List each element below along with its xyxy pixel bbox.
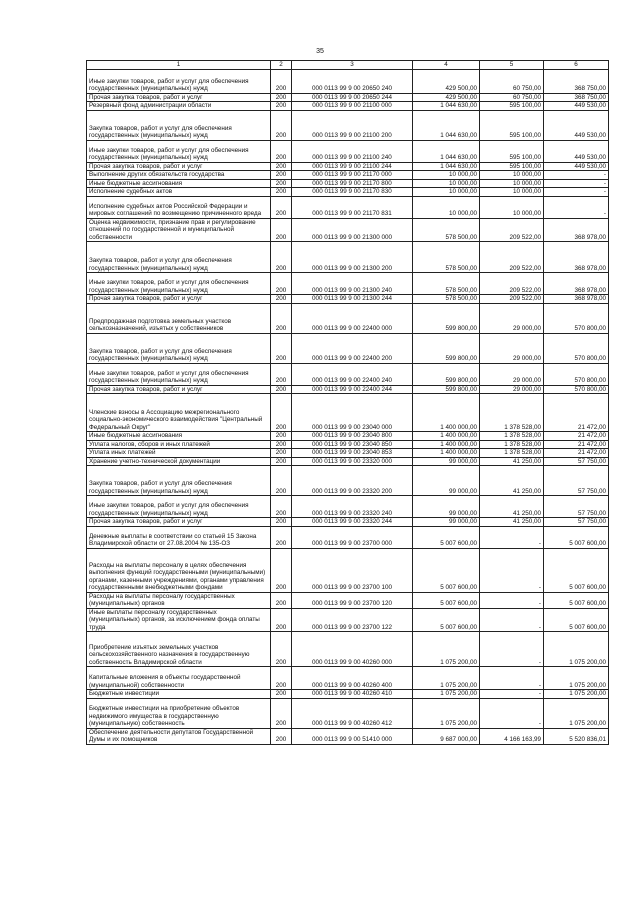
row-approved-cell: 5 007 600,00	[413, 608, 480, 632]
row-remaining-cell: 5 007 600,00	[544, 592, 609, 608]
column-header: 5	[480, 61, 544, 70]
row-name-cell: Резервный фонд администрации области	[87, 102, 271, 111]
row-name-cell: Уплата налогов, сборов и иных платежей	[87, 440, 271, 449]
row-code-cell: 200	[271, 466, 292, 496]
row-remaining-cell: 449 530,00	[544, 110, 609, 140]
row-name-cell: Иные закупки товаров, работ и услуг для обеспечения государственных (муниципальных) нужд	[87, 363, 271, 385]
column-header: 3	[292, 61, 413, 70]
row-executed-cell: 595 100,00	[480, 110, 544, 140]
row-code-cell: 200	[271, 728, 292, 744]
row-kbk-cell: 000 0113 99 9 00 21170 000	[292, 171, 413, 180]
row-name-cell: Оценка недвижимости, признание прав и регулирование отношений по государственной и муниципальной собственности	[87, 218, 271, 242]
row-executed-cell: -	[480, 592, 544, 608]
row-executed-cell: 10 000,00	[480, 171, 544, 180]
row-remaining-cell: 570 800,00	[544, 363, 609, 385]
table-row	[87, 179, 609, 188]
table-row	[87, 171, 609, 180]
row-kbk-cell: 000 0113 99 9 00 23700 100	[292, 548, 413, 592]
row-executed-cell: 1 378 528,00	[480, 432, 544, 441]
row-executed-cell: 41 250,00	[480, 466, 544, 496]
row-remaining-cell: 1 075 200,00	[544, 690, 609, 699]
row-approved-cell: 99 000,00	[413, 457, 480, 466]
row-kbk-cell: 000 0113 99 9 00 23700 120	[292, 592, 413, 608]
row-executed-cell: 1 378 528,00	[480, 394, 544, 432]
row-approved-cell: 578 500,00	[413, 295, 480, 304]
row-approved-cell: 1 044 630,00	[413, 140, 480, 162]
budget-table	[86, 60, 609, 745]
column-header: 6	[544, 61, 609, 70]
row-remaining-cell: 449 530,00	[544, 102, 609, 111]
table-row	[87, 496, 609, 518]
row-approved-cell: 1 075 200,00	[413, 690, 480, 699]
row-code-cell: 200	[271, 273, 292, 295]
row-remaining-cell: 570 800,00	[544, 385, 609, 394]
row-remaining-cell: 570 800,00	[544, 303, 609, 333]
row-approved-cell: 599 800,00	[413, 363, 480, 385]
row-remaining-cell: 368 978,00	[544, 273, 609, 295]
row-approved-cell: 5 007 600,00	[413, 592, 480, 608]
row-kbk-cell: 000 0113 99 9 00 23040 850	[292, 440, 413, 449]
row-name-cell: Прочая закупка товаров, работ и услуг	[87, 295, 271, 304]
table-row	[87, 188, 609, 197]
table-row	[87, 548, 609, 592]
row-code-cell: 200	[271, 93, 292, 102]
row-code-cell: 200	[271, 218, 292, 242]
table-row	[87, 632, 609, 667]
table-row	[87, 69, 609, 93]
row-approved-cell: 99 000,00	[413, 466, 480, 496]
row-name-cell: Выполнение других обязательств государства	[87, 171, 271, 180]
row-remaining-cell: -	[544, 179, 609, 188]
row-name-cell: Членские взносы в Ассоциацию межрегионального социально-экономического взаимодействия "Центральный Федеральный Округ"	[87, 394, 271, 432]
row-remaining-cell: 368 750,00	[544, 93, 609, 102]
table-row	[87, 93, 609, 102]
table-row	[87, 394, 609, 432]
row-kbk-cell: 000 0113 99 9 00 21170 831	[292, 196, 413, 218]
row-code-cell: 200	[271, 496, 292, 518]
table-row	[87, 432, 609, 441]
row-approved-cell: 1 400 000,00	[413, 449, 480, 458]
row-code-cell: 200	[271, 242, 292, 273]
table-row	[87, 592, 609, 608]
table-row	[87, 698, 609, 728]
row-code-cell: 200	[271, 179, 292, 188]
table-row	[87, 333, 609, 363]
row-executed-cell: 41 250,00	[480, 518, 544, 527]
row-code-cell: 200	[271, 440, 292, 449]
row-code-cell: 200	[271, 526, 292, 548]
row-approved-cell: 578 500,00	[413, 273, 480, 295]
row-name-cell: Расходы на выплаты персоналу государственных (муниципальных) органов	[87, 592, 271, 608]
row-name-cell: Исполнение судебных актов	[87, 188, 271, 197]
row-name-cell: Уплата иных платежей	[87, 449, 271, 458]
row-approved-cell: 5 007 600,00	[413, 526, 480, 548]
row-remaining-cell: 368 978,00	[544, 242, 609, 273]
row-kbk-cell: 000 0113 99 9 00 23320 244	[292, 518, 413, 527]
row-name-cell: Закупка товаров, работ и услуг для обеспечения государственных (муниципальных) нужд	[87, 110, 271, 140]
table-row	[87, 363, 609, 385]
row-remaining-cell: -	[544, 171, 609, 180]
row-executed-cell: 209 522,00	[480, 218, 544, 242]
row-remaining-cell: 5 007 600,00	[544, 526, 609, 548]
row-executed-cell: 29 000,00	[480, 303, 544, 333]
row-remaining-cell: 5 007 600,00	[544, 548, 609, 592]
row-kbk-cell: 000 0113 99 9 00 23700 122	[292, 608, 413, 632]
row-executed-cell: 595 100,00	[480, 102, 544, 111]
row-code-cell: 200	[271, 140, 292, 162]
row-name-cell: Исполнение судебных актов Российской Федерации и мировых соглашений по возмещению причиненного вреда	[87, 196, 271, 218]
row-code-cell: 200	[271, 548, 292, 592]
row-executed-cell: 595 100,00	[480, 140, 544, 162]
row-name-cell: Иные закупки товаров, работ и услуг для обеспечения государственных (муниципальных) нужд	[87, 496, 271, 518]
row-code-cell: 200	[271, 592, 292, 608]
row-kbk-cell: 000 0113 99 9 00 22400 244	[292, 385, 413, 394]
row-remaining-cell: 570 800,00	[544, 333, 609, 363]
row-remaining-cell: 1 075 200,00	[544, 632, 609, 667]
table-row	[87, 162, 609, 171]
row-name-cell: Бюджетные инвестиции на приобретение объектов недвижимого имущества в государственную (муниципальную) собственность	[87, 698, 271, 728]
row-remaining-cell: 57 750,00	[544, 496, 609, 518]
row-code-cell: 200	[271, 385, 292, 394]
row-kbk-cell: 000 0113 99 9 00 23320 240	[292, 496, 413, 518]
row-code-cell: 200	[271, 188, 292, 197]
row-remaining-cell: 368 750,00	[544, 69, 609, 93]
row-executed-cell: 29 000,00	[480, 333, 544, 363]
row-code-cell: 200	[271, 394, 292, 432]
row-kbk-cell: 000 0113 99 9 00 21100 000	[292, 102, 413, 111]
row-executed-cell: 209 522,00	[480, 273, 544, 295]
row-remaining-cell: 5 520 836,01	[544, 728, 609, 744]
row-approved-cell: 599 800,00	[413, 303, 480, 333]
table-row	[87, 466, 609, 496]
row-kbk-cell: 000 0113 99 9 00 40260 400	[292, 667, 413, 690]
table-row	[87, 196, 609, 218]
row-approved-cell: 99 000,00	[413, 496, 480, 518]
row-name-cell: Капитальные вложения в объекты государственной (муниципальной) собственности	[87, 667, 271, 690]
row-approved-cell: 10 000,00	[413, 188, 480, 197]
row-executed-cell: 60 750,00	[480, 93, 544, 102]
row-code-cell: 200	[271, 303, 292, 333]
row-name-cell: Обеспечение деятельности депутатов Государственной Думы и их помощников	[87, 728, 271, 744]
row-remaining-cell: 57 750,00	[544, 457, 609, 466]
table-row	[87, 303, 609, 333]
row-approved-cell: 1 075 200,00	[413, 698, 480, 728]
table-row	[87, 457, 609, 466]
row-name-cell: Закупка товаров, работ и услуг для обеспечения государственных (муниципальных) нужд	[87, 333, 271, 363]
row-remaining-cell: 57 750,00	[544, 518, 609, 527]
row-kbk-cell: 000 0113 99 9 00 20650 240	[292, 69, 413, 93]
page-number: 35	[316, 48, 324, 55]
row-code-cell: 200	[271, 698, 292, 728]
row-remaining-cell: 368 978,00	[544, 295, 609, 304]
row-name-cell: Иные закупки товаров, работ и услуг для обеспечения государственных (муниципальных) нужд	[87, 140, 271, 162]
table-row	[87, 526, 609, 548]
row-executed-cell: 41 250,00	[480, 457, 544, 466]
row-approved-cell: 578 500,00	[413, 218, 480, 242]
row-kbk-cell: 000 0113 99 9 00 22400 200	[292, 333, 413, 363]
row-code-cell: 200	[271, 608, 292, 632]
row-approved-cell: 599 800,00	[413, 385, 480, 394]
row-name-cell: Иные бюджетные ассигнования	[87, 432, 271, 441]
row-remaining-cell: 21 472,00	[544, 432, 609, 441]
row-approved-cell: 578 500,00	[413, 242, 480, 273]
row-executed-cell: 29 000,00	[480, 363, 544, 385]
table-row	[87, 608, 609, 632]
row-approved-cell: 1 075 200,00	[413, 667, 480, 690]
row-approved-cell: 10 000,00	[413, 179, 480, 188]
row-approved-cell: 5 007 600,00	[413, 548, 480, 592]
row-executed-cell: 209 522,00	[480, 295, 544, 304]
row-code-cell: 200	[271, 69, 292, 93]
row-code-cell: 200	[271, 363, 292, 385]
column-number-header	[87, 61, 609, 70]
row-name-cell: Прочая закупка товаров, работ и услуг	[87, 93, 271, 102]
row-remaining-cell: 21 472,00	[544, 440, 609, 449]
table-row	[87, 102, 609, 111]
row-name-cell: Иные закупки товаров, работ и услуг для обеспечения государственных (муниципальных) нужд	[87, 273, 271, 295]
row-executed-cell: 595 100,00	[480, 162, 544, 171]
row-remaining-cell: 449 530,00	[544, 140, 609, 162]
row-kbk-cell: 000 0113 99 9 00 23320 000	[292, 457, 413, 466]
row-executed-cell: -	[480, 667, 544, 690]
row-code-cell: 200	[271, 449, 292, 458]
row-name-cell: Закупка товаров, работ и услуг для обеспечения государственных (муниципальных) нужд	[87, 466, 271, 496]
row-remaining-cell: 5 007 600,00	[544, 608, 609, 632]
column-header: 4	[413, 61, 480, 70]
row-executed-cell: 1 378 528,00	[480, 440, 544, 449]
row-code-cell: 200	[271, 432, 292, 441]
row-kbk-cell: 000 0113 99 9 00 23040 800	[292, 432, 413, 441]
row-approved-cell: 1 044 630,00	[413, 162, 480, 171]
row-name-cell: Иные закупки товаров, работ и услуг для обеспечения государственных (муниципальных) нужд	[87, 69, 271, 93]
table-row	[87, 449, 609, 458]
row-kbk-cell: 000 0113 99 9 00 40260 000	[292, 632, 413, 667]
row-approved-cell: 1 400 000,00	[413, 432, 480, 441]
row-code-cell: 200	[271, 333, 292, 363]
row-kbk-cell: 000 0113 99 9 00 21100 240	[292, 140, 413, 162]
row-approved-cell: 10 000,00	[413, 171, 480, 180]
row-approved-cell: 429 500,00	[413, 93, 480, 102]
row-approved-cell: 10 000,00	[413, 196, 480, 218]
row-kbk-cell: 000 0113 99 9 00 21170 800	[292, 179, 413, 188]
table-row	[87, 518, 609, 527]
row-kbk-cell: 000 0113 99 9 00 51410 000	[292, 728, 413, 744]
table-row	[87, 218, 609, 242]
row-kbk-cell: 000 0113 99 9 00 20650 244	[292, 93, 413, 102]
row-approved-cell: 599 800,00	[413, 333, 480, 363]
row-approved-cell: 1 400 000,00	[413, 394, 480, 432]
row-kbk-cell: 000 0113 99 9 00 21100 200	[292, 110, 413, 140]
row-name-cell: Прочая закупка товаров, работ и услуг	[87, 518, 271, 527]
row-remaining-cell: 57 750,00	[544, 466, 609, 496]
row-remaining-cell: 1 075 200,00	[544, 667, 609, 690]
row-executed-cell: 41 250,00	[480, 496, 544, 518]
row-name-cell: Хранение учетно-технической документации	[87, 457, 271, 466]
row-kbk-cell: 000 0113 99 9 00 21100 244	[292, 162, 413, 171]
row-kbk-cell: 000 0113 99 9 00 23700 000	[292, 526, 413, 548]
row-approved-cell: 1 044 630,00	[413, 110, 480, 140]
column-header: 2	[271, 61, 292, 70]
row-kbk-cell: 000 0113 99 9 00 23320 200	[292, 466, 413, 496]
row-executed-cell: -	[480, 690, 544, 699]
row-name-cell: Прочая закупка товаров, работ и услуг	[87, 385, 271, 394]
table-row	[87, 728, 609, 744]
row-kbk-cell: 000 0113 99 9 00 40260 410	[292, 690, 413, 699]
table-row	[87, 140, 609, 162]
row-remaining-cell: -	[544, 188, 609, 197]
row-name-cell: Прочая закупка товаров, работ и услуг	[87, 162, 271, 171]
row-executed-cell: 29 000,00	[480, 385, 544, 394]
row-approved-cell: 1 044 630,00	[413, 102, 480, 111]
row-approved-cell: 429 500,00	[413, 69, 480, 93]
row-executed-cell: -	[480, 698, 544, 728]
row-code-cell: 200	[271, 457, 292, 466]
row-kbk-cell: 000 0113 99 9 00 40260 412	[292, 698, 413, 728]
row-code-cell: 200	[271, 110, 292, 140]
row-kbk-cell: 000 0113 99 9 00 21300 240	[292, 273, 413, 295]
row-approved-cell: 99 000,00	[413, 518, 480, 527]
row-executed-cell: 60 750,00	[480, 69, 544, 93]
row-name-cell: Закупка товаров, работ и услуг для обеспечения государственных (муниципальных) нужд	[87, 242, 271, 273]
row-kbk-cell: 000 0113 99 9 00 23040 853	[292, 449, 413, 458]
row-kbk-cell: 000 0113 99 9 00 21170 830	[292, 188, 413, 197]
row-kbk-cell: 000 0113 99 9 00 21300 200	[292, 242, 413, 273]
row-kbk-cell: 000 0113 99 9 00 22400 000	[292, 303, 413, 333]
row-remaining-cell: 21 472,00	[544, 394, 609, 432]
row-remaining-cell: 449 530,00	[544, 162, 609, 171]
row-executed-cell: 209 522,00	[480, 242, 544, 273]
row-code-cell: 200	[271, 295, 292, 304]
table-row	[87, 295, 609, 304]
row-name-cell: Приобретение изъятых земельных участков сельскохозяйственного назначения в государственную собственность Владимирской области	[87, 632, 271, 667]
table-row	[87, 440, 609, 449]
row-code-cell: 200	[271, 667, 292, 690]
row-approved-cell: 1 400 000,00	[413, 440, 480, 449]
table-row	[87, 273, 609, 295]
table-row	[87, 385, 609, 394]
row-remaining-cell: -	[544, 196, 609, 218]
row-name-cell: Бюджетные инвестиции	[87, 690, 271, 699]
row-kbk-cell: 000 0113 99 9 00 21300 244	[292, 295, 413, 304]
row-name-cell: Иные бюджетные ассигнования	[87, 179, 271, 188]
row-code-cell: 200	[271, 632, 292, 667]
row-name-cell: Иные выплаты персоналу государственных (муниципальных) органов, за исключением фонда оплаты труда	[87, 608, 271, 632]
table-row	[87, 667, 609, 690]
row-code-cell: 200	[271, 162, 292, 171]
row-remaining-cell: 368 978,00	[544, 218, 609, 242]
row-remaining-cell: 1 075 200,00	[544, 698, 609, 728]
table-row	[87, 242, 609, 273]
row-name-cell: Расходы на выплаты персоналу в целях обеспечения выполнения функций государственными (муниципальными) органами, казенными учреждениями, органами управления государственными внебюджетными фондами	[87, 548, 271, 592]
row-approved-cell: 9 687 000,00	[413, 728, 480, 744]
row-code-cell: 200	[271, 171, 292, 180]
row-code-cell: 200	[271, 102, 292, 111]
row-executed-cell: 10 000,00	[480, 196, 544, 218]
row-executed-cell: 1 378 528,00	[480, 449, 544, 458]
row-kbk-cell: 000 0113 99 9 00 23040 000	[292, 394, 413, 432]
row-executed-cell: -	[480, 548, 544, 592]
row-executed-cell: 10 000,00	[480, 179, 544, 188]
row-remaining-cell: 21 472,00	[544, 449, 609, 458]
table-row	[87, 690, 609, 699]
row-name-cell: Предпродажная подготовка земельных участков сельхозназначений, изъятых у собственников	[87, 303, 271, 333]
table-row	[87, 110, 609, 140]
row-executed-cell: 10 000,00	[480, 188, 544, 197]
column-header: 1	[87, 61, 271, 70]
row-executed-cell: -	[480, 526, 544, 548]
row-kbk-cell: 000 0113 99 9 00 22400 240	[292, 363, 413, 385]
row-code-cell: 200	[271, 196, 292, 218]
row-kbk-cell: 000 0113 99 9 00 21300 000	[292, 218, 413, 242]
row-executed-cell: -	[480, 608, 544, 632]
row-code-cell: 200	[271, 690, 292, 699]
row-name-cell: Денежные выплаты в соответствии со статьей 15 Закона Владимирской области от 27.08.2004 № 135-ОЗ	[87, 526, 271, 548]
row-executed-cell: 4 166 163,99	[480, 728, 544, 744]
row-executed-cell: -	[480, 632, 544, 667]
row-code-cell: 200	[271, 518, 292, 527]
row-approved-cell: 1 075 200,00	[413, 632, 480, 667]
